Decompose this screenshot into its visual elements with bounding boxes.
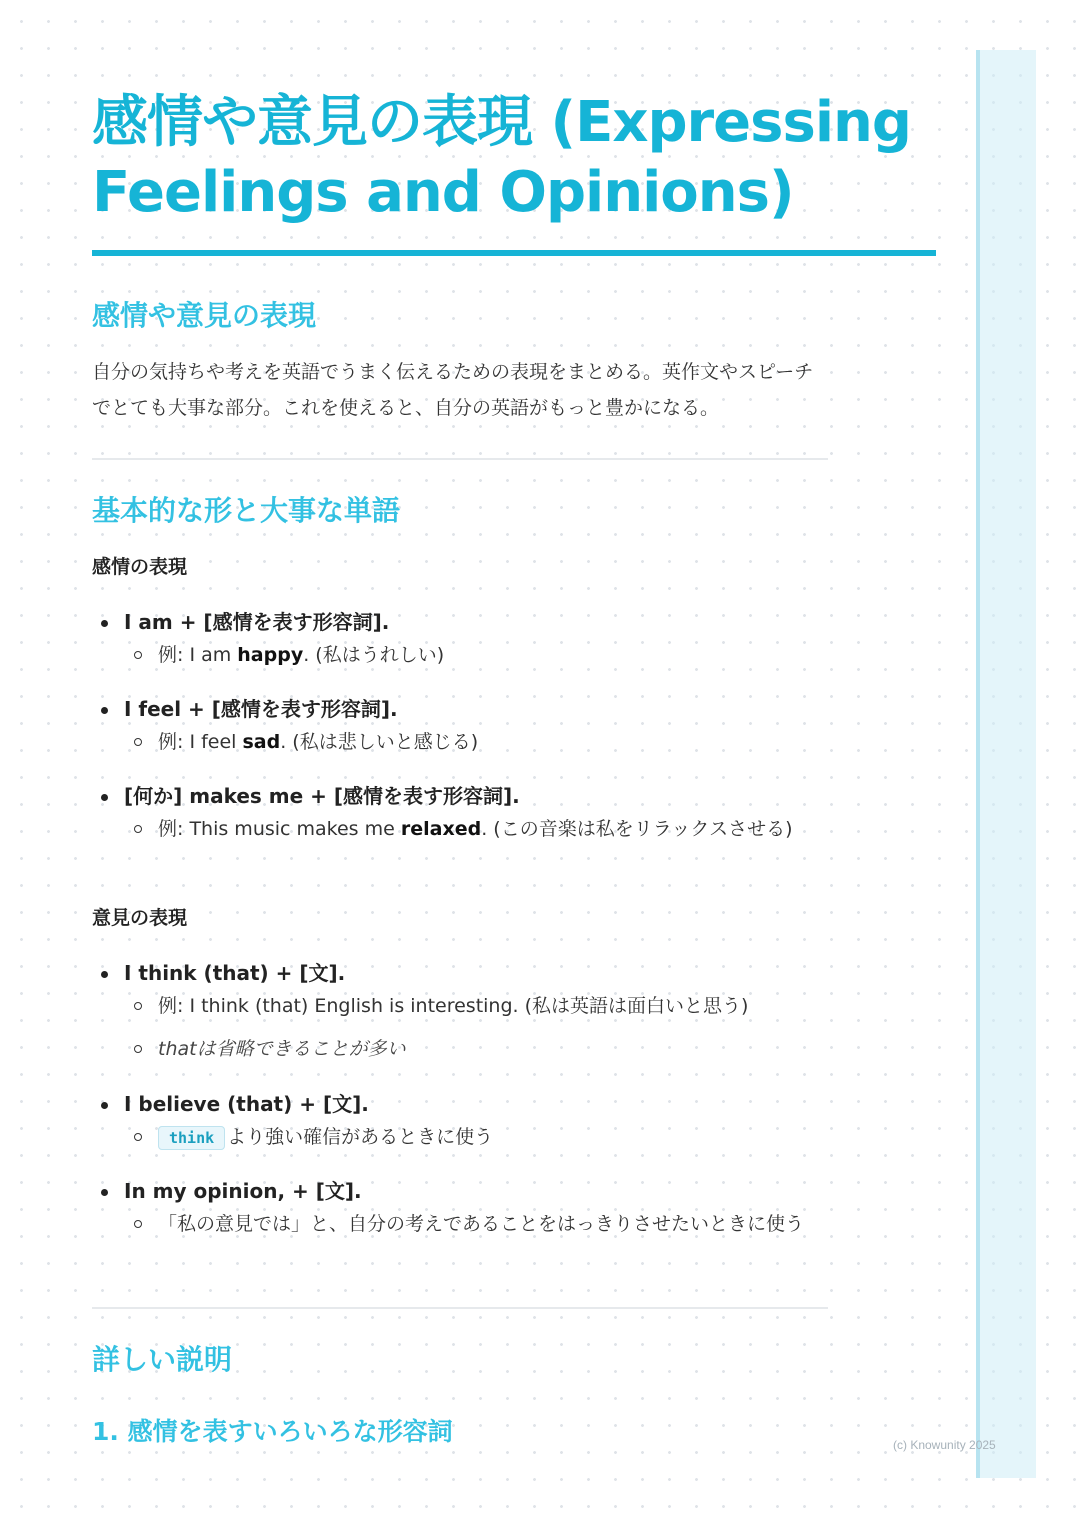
intro-heading: 感情や意見の表現 (92, 299, 317, 332)
section-divider (92, 1307, 828, 1309)
code-chip: think (158, 1126, 225, 1150)
basic-heading: 基本的な形と大事な単語 (92, 494, 401, 527)
pattern-label: I am + [感情を表す形容詞]. (92, 606, 832, 639)
example-text: 例: This music makes me relaxed. (この音楽は私をリラックスさせる) (92, 813, 818, 846)
details-subheading: 1. 感情を表すいろいろな形容詞 (92, 1417, 453, 1446)
pattern-label: [何か] makes me + [感情を表す形容詞]. (92, 780, 832, 813)
example-text: 例: I am happy. (私はうれしい) (92, 639, 832, 672)
pattern-label: I feel + [感情を表す形容詞]. (92, 693, 832, 726)
feelings-subheading: 感情の表現 (92, 556, 188, 578)
list-item (92, 957, 832, 1066)
opinions-subheading: 意見の表現 (92, 907, 188, 929)
list-item (92, 606, 832, 672)
example-text: 例: I think (that) English is interesting. (私は英語は面白いと思う) (92, 990, 832, 1023)
intro-paragraph: 自分の気持ちや考えを英語でうまく伝えるための表現をまとめる。英作文やスピーチでとても大事な部分。これを使えると、自分の英語がもっと豊かになる。 (92, 361, 814, 419)
page-title: 感情や意見の表現 (Expressing Feelings and Opinions) (92, 90, 911, 225)
example-text: 例: I feel sad. (私は悲しいと感じる) (92, 726, 832, 759)
document-page (92, 88, 936, 1446)
list-item (92, 693, 832, 759)
section-divider (92, 458, 828, 460)
pattern-label: I think (that) + [文]. (92, 957, 832, 990)
list-item (92, 1088, 832, 1155)
list-item (92, 1175, 832, 1241)
note-text: thatは省略できることが多い (92, 1033, 832, 1066)
margin-band (976, 50, 1036, 1478)
note-text: think より強い確信があるときに使う (92, 1121, 832, 1155)
list-item (92, 780, 832, 846)
title-underline (92, 250, 936, 256)
copyright-footer: (c) Knowunity 2025 (893, 1438, 996, 1452)
pattern-label: I believe (that) + [文]. (92, 1088, 832, 1121)
note-text: 「私の意見では」と、自分の考えであることをはっきりさせたいときに使う (92, 1208, 818, 1241)
details-heading: 詳しい説明 (92, 1343, 233, 1376)
pattern-label: In my opinion, + [文]. (92, 1175, 832, 1208)
